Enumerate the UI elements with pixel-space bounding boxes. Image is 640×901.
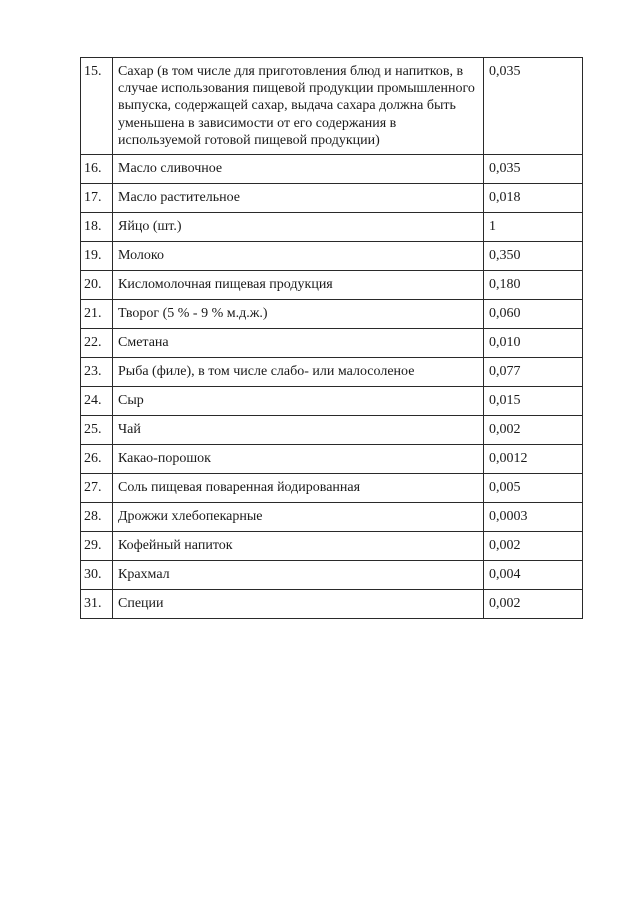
product-norm: 0,005 — [484, 474, 583, 503]
table-row — [81, 184, 583, 213]
row-number: 19. — [81, 242, 113, 271]
norms-table-body — [81, 58, 583, 619]
product-norm: 0,004 — [484, 561, 583, 590]
product-name: Кофейный напиток — [113, 532, 484, 561]
product-name: Масло сливочное — [113, 155, 484, 184]
product-norm: 0,035 — [484, 58, 583, 155]
table-row — [81, 300, 583, 329]
product-norm: 0,180 — [484, 271, 583, 300]
product-norm: 0,350 — [484, 242, 583, 271]
row-number: 20. — [81, 271, 113, 300]
row-number: 17. — [81, 184, 113, 213]
product-norm: 0,002 — [484, 590, 583, 619]
table-row — [81, 503, 583, 532]
product-name: Специи — [113, 590, 484, 619]
table-row — [81, 590, 583, 619]
table-row — [81, 155, 583, 184]
product-norm: 0,0012 — [484, 445, 583, 474]
product-norm: 0,018 — [484, 184, 583, 213]
product-name: Сыр — [113, 387, 484, 416]
table-row — [81, 358, 583, 387]
product-name: Рыба (филе), в том числе слабо- или малосоленое — [113, 358, 484, 387]
product-name: Масло растительное — [113, 184, 484, 213]
table-row — [81, 242, 583, 271]
product-name: Дрожжи хлебопекарные — [113, 503, 484, 532]
row-number: 26. — [81, 445, 113, 474]
table-row — [81, 213, 583, 242]
row-number: 16. — [81, 155, 113, 184]
table-row — [81, 329, 583, 358]
table-row — [81, 445, 583, 474]
row-number: 30. — [81, 561, 113, 590]
product-norm: 0,077 — [484, 358, 583, 387]
row-number: 15. — [81, 58, 113, 155]
table-row — [81, 532, 583, 561]
product-name: Крахмал — [113, 561, 484, 590]
product-norm: 0,010 — [484, 329, 583, 358]
row-number: 31. — [81, 590, 113, 619]
table-row — [81, 58, 583, 155]
row-number: 21. — [81, 300, 113, 329]
product-norm: 0,0003 — [484, 503, 583, 532]
product-norm: 0,015 — [484, 387, 583, 416]
product-name: Яйцо (шт.) — [113, 213, 484, 242]
row-number: 23. — [81, 358, 113, 387]
row-number: 29. — [81, 532, 113, 561]
product-name: Сметана — [113, 329, 484, 358]
row-number: 18. — [81, 213, 113, 242]
product-name: Кисломолочная пищевая продукция — [113, 271, 484, 300]
product-norm: 0,060 — [484, 300, 583, 329]
row-number: 25. — [81, 416, 113, 445]
table-row — [81, 416, 583, 445]
product-name: Чай — [113, 416, 484, 445]
product-norm: 1 — [484, 213, 583, 242]
table-row — [81, 474, 583, 503]
product-name: Соль пищевая поваренная йодированная — [113, 474, 484, 503]
product-norm: 0,002 — [484, 416, 583, 445]
product-norm: 0,035 — [484, 155, 583, 184]
row-number: 27. — [81, 474, 113, 503]
row-number: 24. — [81, 387, 113, 416]
row-number: 22. — [81, 329, 113, 358]
table-row — [81, 271, 583, 300]
product-name: Сахар (в том числе для приготовления блюд и напитков, в случае использования пищевой продукции промышленного выпуска, содержащей сахар, выдача сахара должна быть уменьшена в зависимости от его содержания в используемой готовой пищевой продукции) — [113, 58, 484, 155]
norms-table — [80, 57, 583, 619]
table-row — [81, 387, 583, 416]
product-name: Какао-порошок — [113, 445, 484, 474]
product-name: Молоко — [113, 242, 484, 271]
product-norm: 0,002 — [484, 532, 583, 561]
table-row — [81, 561, 583, 590]
row-number: 28. — [81, 503, 113, 532]
product-name: Творог (5 % - 9 % м.д.ж.) — [113, 300, 484, 329]
